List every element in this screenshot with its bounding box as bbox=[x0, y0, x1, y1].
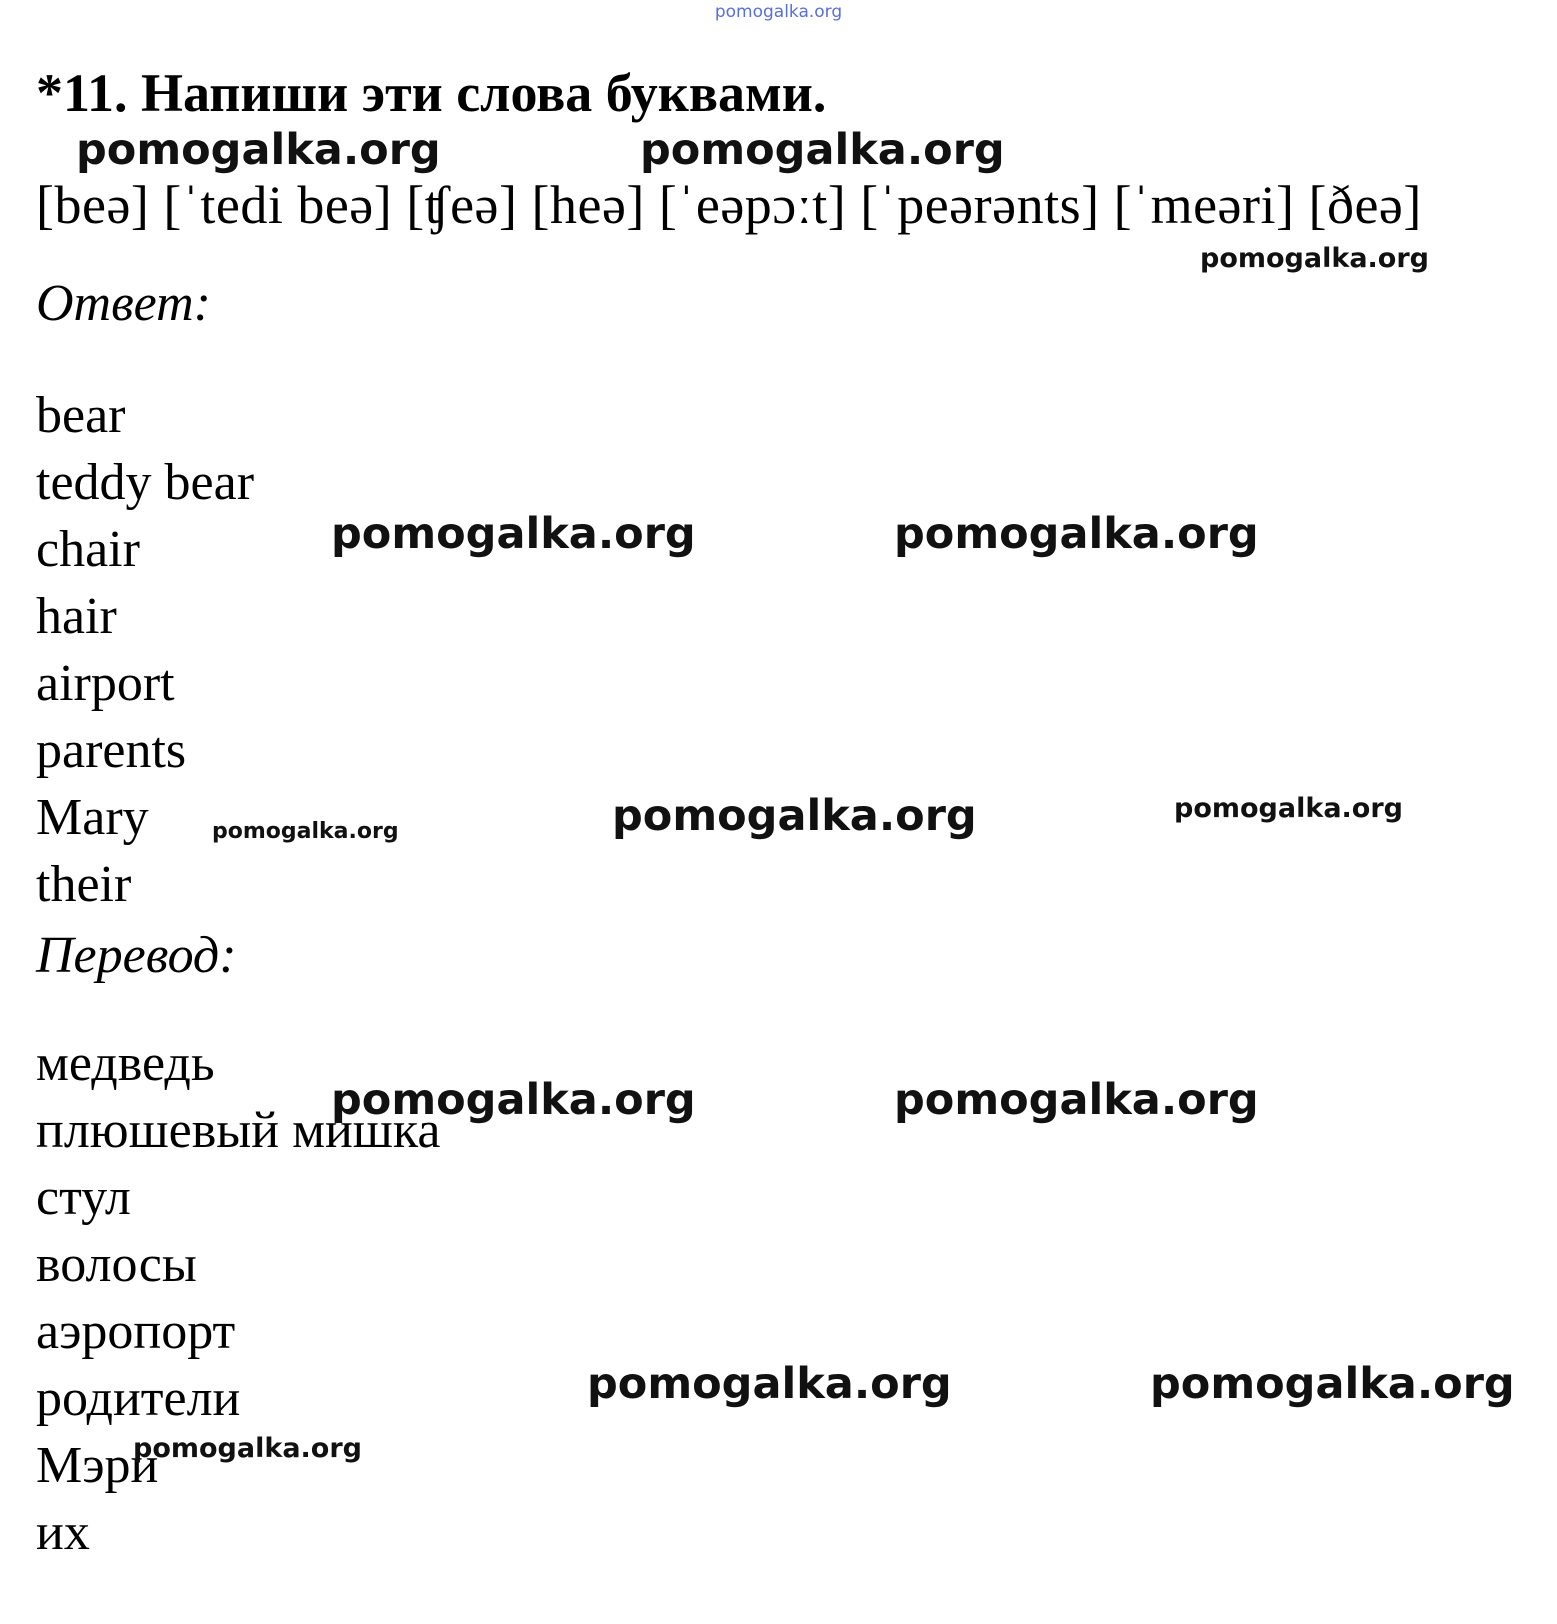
watermark: pomogalka.org bbox=[1174, 793, 1403, 824]
answer-label: Ответ: bbox=[36, 275, 211, 332]
translation-word: Мэри bbox=[36, 1437, 159, 1494]
watermark: pomogalka.org bbox=[587, 1359, 952, 1409]
answer-word: hair bbox=[36, 588, 117, 645]
watermark: pomogalka.org bbox=[133, 1433, 362, 1464]
watermark: pomogalka.org bbox=[212, 819, 399, 844]
watermark: pomogalka.org bbox=[894, 1075, 1259, 1125]
answer-word: Mary bbox=[36, 789, 149, 846]
site-mark-header: pomogalka.org bbox=[714, 2, 843, 22]
translation-word: их bbox=[36, 1504, 90, 1561]
translation-word: медведь bbox=[36, 1035, 215, 1092]
answer-word: chair bbox=[36, 521, 140, 578]
translation-word: родители bbox=[36, 1370, 241, 1427]
answer-word: airport bbox=[36, 655, 175, 712]
translation-label: Перевод: bbox=[36, 927, 237, 984]
transcription-line: [beə] [ˈtedi beə] [ʧeə] [heə] [ˈeəpɔːt] [ˈpeərənts] [ˈmeəri] [ðeə] bbox=[36, 175, 1422, 235]
watermark: pomogalka.org bbox=[331, 509, 696, 559]
answer-word: teddy bear bbox=[36, 454, 255, 511]
watermark: pomogalka.org bbox=[76, 125, 441, 175]
translation-word: стул bbox=[36, 1169, 131, 1226]
task-title: *11. Напиши эти слова буквами. bbox=[36, 63, 827, 123]
translation-word: аэропорт bbox=[36, 1303, 236, 1360]
watermark: pomogalka.org bbox=[894, 509, 1259, 559]
watermark: pomogalka.org bbox=[612, 791, 977, 841]
translation-word: волосы bbox=[36, 1236, 197, 1293]
watermark: pomogalka.org bbox=[331, 1075, 696, 1125]
watermark: pomogalka.org bbox=[640, 125, 1005, 175]
translation-word: плюшевый мишка bbox=[36, 1102, 441, 1159]
answer-word: bear bbox=[36, 387, 126, 444]
watermark: pomogalka.org bbox=[1150, 1359, 1515, 1409]
answer-word: their bbox=[36, 856, 132, 913]
watermark: pomogalka.org bbox=[1200, 243, 1429, 274]
answer-word: parents bbox=[36, 722, 187, 779]
